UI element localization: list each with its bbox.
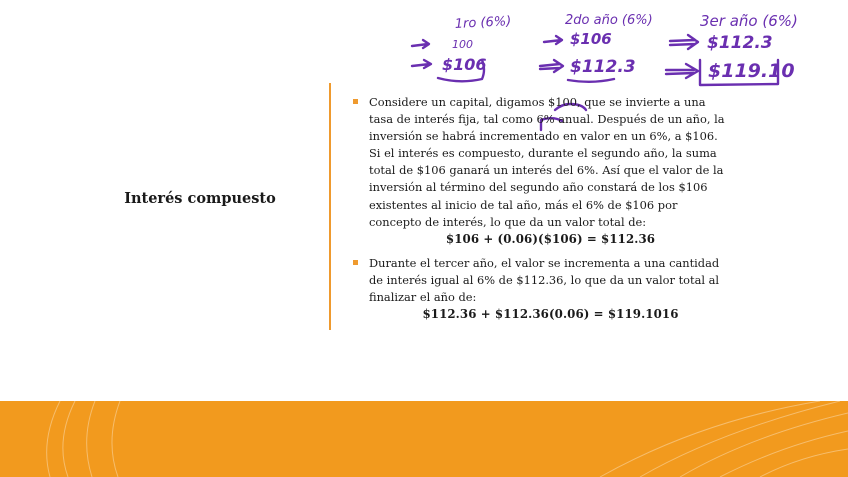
decorative-curves <box>0 401 848 477</box>
arrow-icon <box>670 35 698 49</box>
arrow-icon <box>412 60 431 68</box>
annotation-row1-3: $112.3 <box>707 33 773 53</box>
bullet-text: Considere un capital, digamos $100, que se invierte a una tasa de interés fija, tal como 6% anual. Después de un año, la inversión se habrá incrementado en valor en un 6%, a $106. Si el interés es compuesto, durante el segundo año, la suma total de $106 ganará un interés del 6%. Así que el valor de la inversión al término del segundo año constará de los $106 existentes al inicio de tal año, más el 6% de $106 por concepto de interés, lo que da un valor total de: <box>369 95 725 229</box>
arrow-icon <box>544 36 562 44</box>
equation: $112.36 + $112.36(0.06) = $119.1016 <box>422 307 679 322</box>
underline-mark <box>568 79 614 82</box>
arrow-icon <box>666 64 698 78</box>
bullet-item <box>352 94 732 247</box>
annotation-header-2: 2do año (6%) <box>565 13 653 28</box>
bullet-square-icon <box>353 260 358 265</box>
bullet-square-icon <box>353 99 358 104</box>
bullet-text: Durante el tercer año, el valor se incrementa a una cantidad de interés igual al 6% de $112.36, lo que da un valor total al finalizar el año de: <box>369 255 720 304</box>
annotation-row2-2: $112.3 <box>570 57 636 77</box>
arrow-icon <box>540 60 563 72</box>
annotation-row1-1: 100 <box>452 38 473 51</box>
annotation-row1-2: $106 <box>570 30 612 48</box>
slide-content <box>352 94 732 322</box>
annotation-row2-1: $106 <box>442 55 487 74</box>
annotation-header-3: 3er año (6%) <box>700 12 798 30</box>
vertical-divider <box>329 83 331 330</box>
arrow-icon <box>412 40 429 48</box>
footer-band <box>0 401 848 477</box>
annotation-header-1: 1ro (6%) <box>454 14 512 32</box>
annotation-row2-3: $119.10 <box>708 60 795 82</box>
bullet-item <box>352 255 732 322</box>
slide-title: Interés compuesto <box>124 190 276 207</box>
equation: $106 + (0.06)($106) = $112.36 <box>445 231 656 246</box>
